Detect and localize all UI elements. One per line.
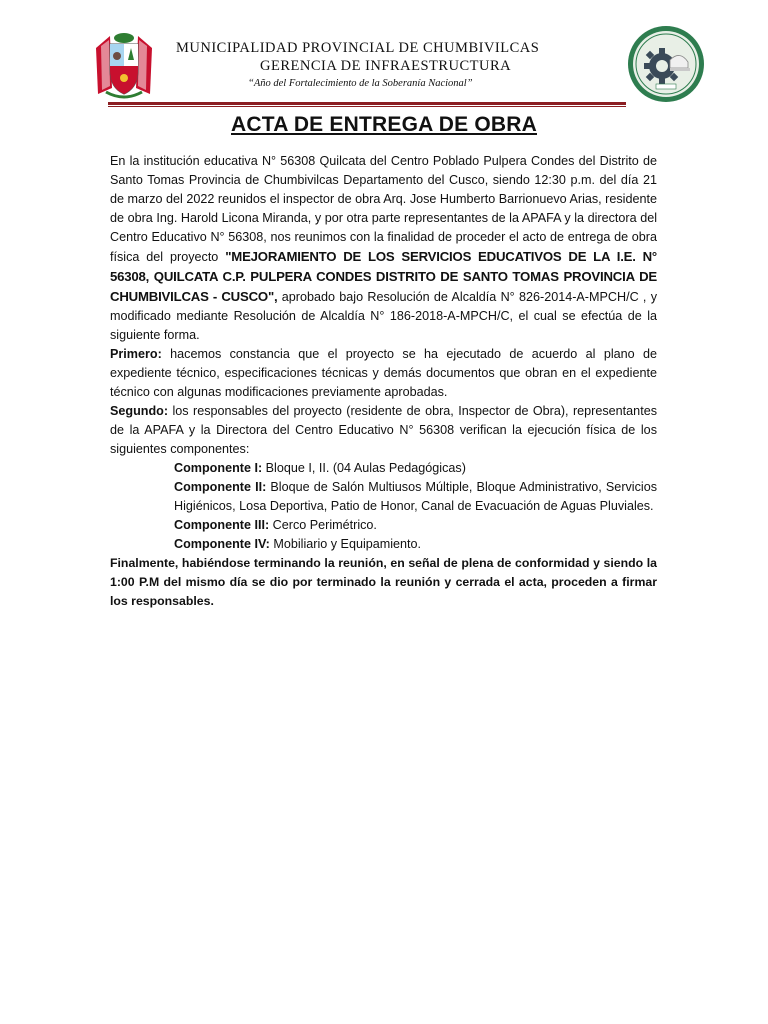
primero-paragraph	[110, 345, 657, 402]
peru-coat-of-arms-icon	[90, 30, 158, 100]
component-text: Bloque de Salón Multiusos Múltiple, Bloque Administrativo, Servicios Higiénicos, Losa Deportiva, Patio de Honor, Canal de Evacuación de Aguas Pluviales.	[174, 480, 657, 513]
component-label: Componente II:	[174, 480, 267, 494]
header-divider-thin	[108, 106, 626, 107]
segundo-text: los responsables del proyecto (residente de obra, Inspector de Obra), representantes de la APAFA y la Directora del Centro Educativo N° 56308 verifican la ejecución física de los siguientes componentes:	[110, 404, 657, 456]
components-list	[174, 459, 657, 554]
component-label: Componente III:	[174, 518, 270, 532]
closing-paragraph: Finalmente, habiéndose terminando la reunión, en señal de plena de conformidad y siendo la 1:00 P.M del mismo día se dio por terminado la reunión y cerrada el acta, proceden a firmar los responsables.	[110, 556, 657, 608]
primero-label: Primero:	[110, 347, 162, 361]
intro-text-before: En la institución educativa N° 56308 Quilcata del Centro Poblado Pulpera Condes del Distrito de Santo Tomas Provincia de Chumbivilcas Departamento del Cusco, siendo 12:30 p.m. del día 21 de marzo del 2022 reunidos el inspector de obra Arq. Jose Humberto Barrionuevo Arias, residente de obra Ing. Harold Licona Miranda, y por otra parte representantes de la APAFA y la directora del Centro Educativo N° 56308, nos reunimos con la finalidad de proceder el acto de entrega de obra física del proyecto	[110, 154, 657, 264]
intro-text-after: aprobado bajo Resolución de Alcaldía N° 826-2014-A-MPCH/C , y modificado mediante Resolución de Alcaldía N° 186-2018-A-MPCH/C, el cual se efectúa de la siguiente forma.	[110, 290, 657, 342]
department-name: GERENCIA DE INFRAESTRUCTURA	[260, 58, 512, 74]
component-text: Mobiliario y Equipamiento.	[269, 537, 422, 551]
component-label: Componente IV:	[174, 537, 270, 551]
letterhead	[0, 0, 768, 110]
document-title: ACTA DE ENTREGA DE OBRA	[231, 113, 537, 136]
project-name: "MEJORAMIENTO DE LOS SERVICIOS EDUCATIVOS DE LA I.E. N° 56308, QUILCATA C.P. PULPERA CONDES DISTRITO DE SANTO TOMAS PROVINCIA DE CHUMBIVILCAS - CUSCO",	[110, 249, 658, 304]
component-text: Cerco Perimétrico.	[269, 518, 377, 532]
component-item	[174, 535, 657, 554]
segundo-label: Segundo:	[110, 404, 169, 418]
component-item	[174, 478, 657, 516]
document-body	[110, 152, 657, 611]
primero-text: hacemos constancia que el proyecto se ha ejecutado de acuerdo al plano de expediente técnico, especificaciones técnicas y demás documentos que obran en el expediente técnico con algunas modificaciones previamente aprobadas.	[110, 347, 657, 399]
component-item	[174, 459, 657, 478]
component-text: Bloque I, II. (04 Aulas Pedagógicas)	[262, 461, 466, 475]
round-institutional-seal-icon	[626, 24, 706, 104]
header-divider-thick	[108, 102, 626, 105]
segundo-paragraph	[110, 402, 657, 459]
organization-name: MUNICIPALIDAD PROVINCIAL DE CHUMBIVILCAS	[176, 40, 540, 56]
component-item	[174, 516, 657, 535]
year-motto: “Año del Fortalecimiento de la Soberanía Nacional”	[248, 78, 473, 89]
component-label: Componente I:	[174, 461, 263, 475]
intro-paragraph	[110, 152, 657, 345]
